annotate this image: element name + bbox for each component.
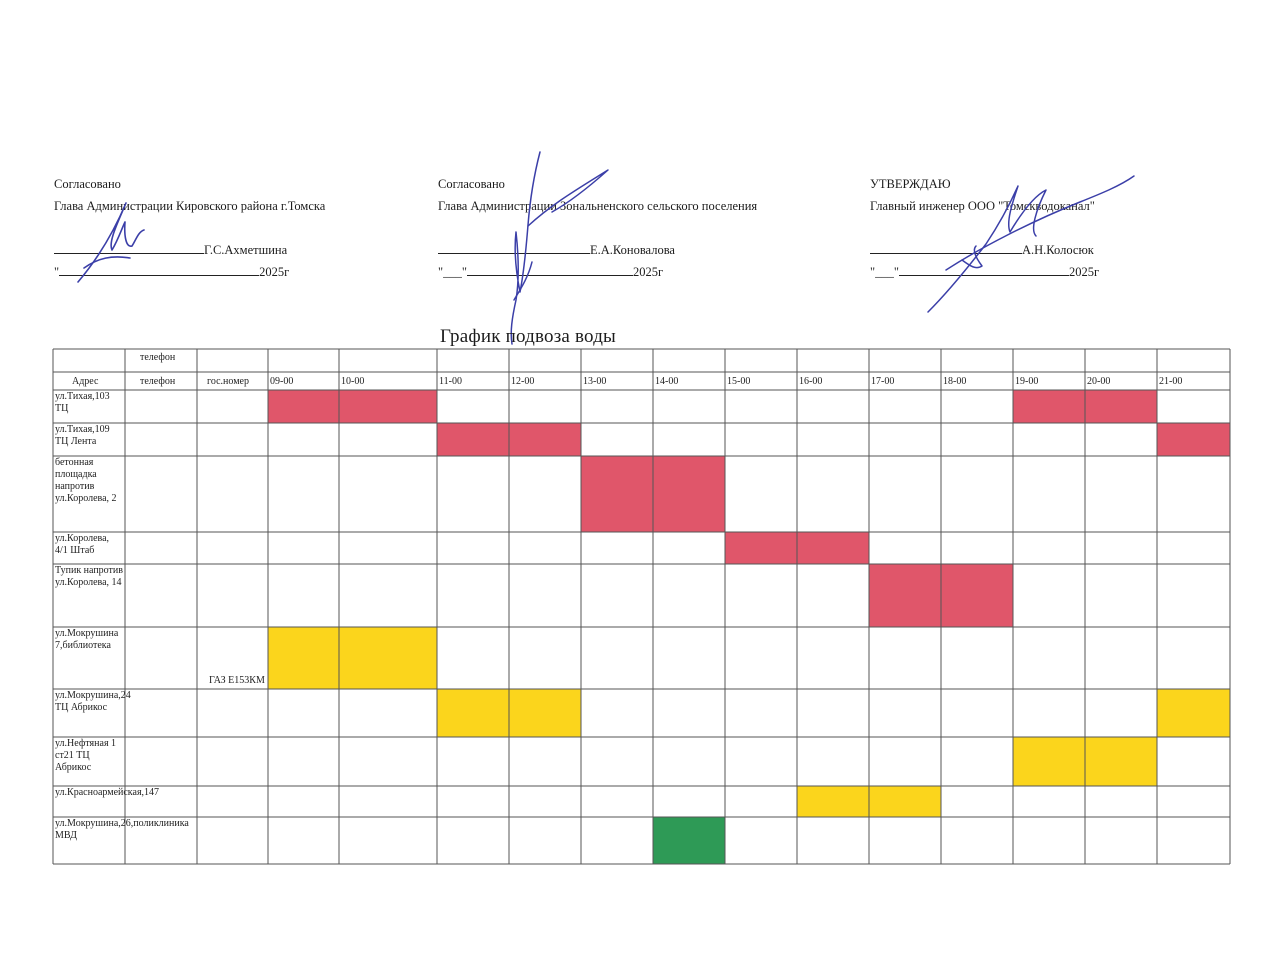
approval-position: Глава Администрации Зональненского сельского поселения <box>438 199 758 213</box>
row-plate: ГАЗ Е153КМ <box>209 675 265 686</box>
schedule-slot-yellow <box>1085 737 1157 786</box>
header-top-phone: телефон <box>140 352 176 363</box>
schedule-slot-red <box>1085 390 1157 423</box>
schedule-slot-red <box>339 390 437 423</box>
schedule-slot-yellow <box>869 786 941 817</box>
header-hour: 18-00 <box>943 376 967 387</box>
row-address: Тупик напротив ул.Королева, 14 <box>55 565 123 588</box>
schedule-slot-yellow <box>509 689 581 737</box>
approval-date-prefix: " <box>54 265 60 279</box>
schedule-slot-red <box>268 390 339 423</box>
schedule-slot-red <box>941 564 1013 627</box>
schedule-title: График подвоза воды <box>440 326 617 347</box>
header-hour: 14-00 <box>655 376 679 387</box>
row-address: ул.Тихая,109 ТЦ Лента <box>55 424 110 447</box>
schedule-slot-yellow <box>1157 689 1230 737</box>
schedule-slot-yellow <box>797 786 869 817</box>
approval-position: Главный инженер ООО "Томскводоканал" <box>870 199 1095 213</box>
row-address: ул.Мокрушина,26,поликлиника МВД <box>55 818 189 841</box>
schedule-slot-green <box>653 817 725 864</box>
schedule-slot-red <box>869 564 941 627</box>
header-hour: 15-00 <box>727 376 751 387</box>
approval-signer: А.Н.Колосюк <box>1022 243 1094 257</box>
row-address: ул.Королева, 4/1 Штаб <box>55 533 110 556</box>
approval-date-prefix: "___" <box>438 265 467 279</box>
header-hour: 09-00 <box>270 376 294 387</box>
row-address: ул.Нефтяная 1 ст21 ТЦ Абрикос <box>55 738 117 773</box>
header-hour: 13-00 <box>583 376 607 387</box>
header-plate: гос.номер <box>207 376 249 387</box>
approval-date-suffix: 2025г <box>1068 265 1100 279</box>
approval-heading: УТВЕРЖДАЮ <box>870 177 951 191</box>
header-phone: телефон <box>140 376 176 387</box>
schedule-slot-red <box>437 423 509 456</box>
approval-date-suffix: 2025г <box>632 265 664 279</box>
approval-date-prefix: "___" <box>870 265 899 279</box>
approval-heading: Согласовано <box>54 177 121 191</box>
approval-position: Глава Администрации Кировского района г.Томска <box>54 199 326 213</box>
header-hour: 21-00 <box>1159 376 1183 387</box>
row-address: ул.Красноармейская,147 <box>55 787 160 798</box>
header-hour: 19-00 <box>1015 376 1039 387</box>
header-hour: 12-00 <box>511 376 535 387</box>
header-hour: 17-00 <box>871 376 895 387</box>
schedule-slot-yellow <box>437 689 509 737</box>
schedule-slot-yellow <box>339 627 437 689</box>
approval-date-suffix: 2025г <box>259 265 290 279</box>
approval-heading: Согласовано <box>438 177 505 191</box>
schedule-slot-red <box>653 456 725 532</box>
schedule-slot-red <box>725 532 797 564</box>
row-address: ул.Тихая,103 ТЦ <box>55 391 110 414</box>
schedule-slot-red <box>509 423 581 456</box>
row-address: бетонная площадка напротив ул.Королева, 2 <box>55 457 117 504</box>
schedule-slot-red <box>1013 390 1085 423</box>
header-address: Адрес <box>72 376 99 387</box>
schedule-slot-yellow <box>1013 737 1085 786</box>
schedule-slot-yellow <box>268 627 339 689</box>
header-hour: 11-00 <box>439 376 462 387</box>
approval-signer: Е.А.Коновалова <box>590 243 675 257</box>
header-hour: 16-00 <box>799 376 823 387</box>
header-hour: 20-00 <box>1087 376 1111 387</box>
schedule-slot-red <box>797 532 869 564</box>
schedule-slot-red <box>581 456 653 532</box>
schedule-slot-red <box>1157 423 1230 456</box>
approval-signer: Г.С.Ахметшина <box>204 243 288 257</box>
header-hour: 10-00 <box>341 376 365 387</box>
row-address: ул.Мокрушина,24 ТЦ Абрикос <box>55 690 131 713</box>
row-address: ул.Мокрушина 7,библиотека <box>55 628 119 651</box>
